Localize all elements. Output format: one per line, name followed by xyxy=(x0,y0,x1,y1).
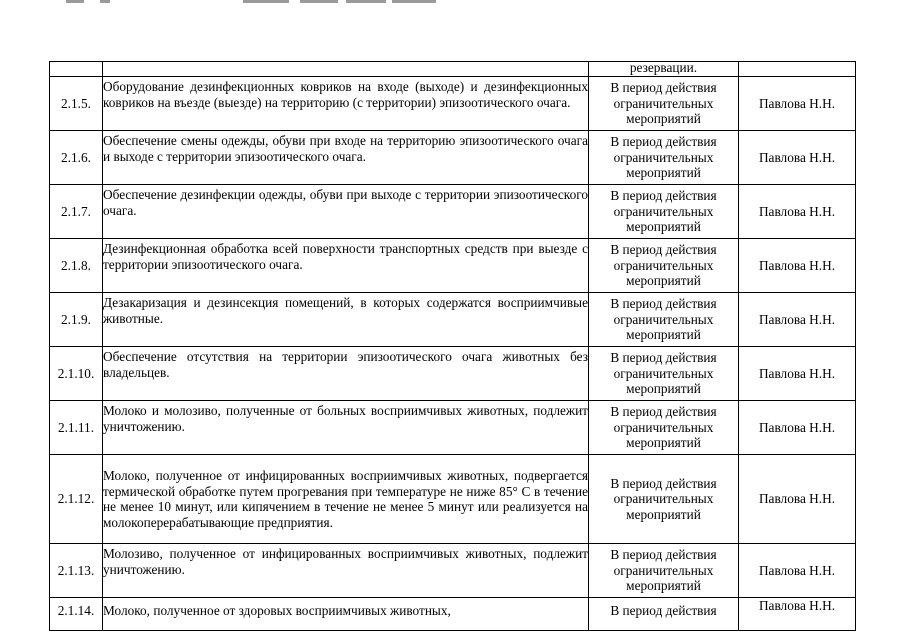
period-line: В период действия xyxy=(610,547,717,563)
period-line: ограничительных xyxy=(613,491,714,507)
row-number xyxy=(50,62,103,77)
row-description: Обеспечение дезинфекции одежды, обуви при выходе с территории эпизоотического очага. xyxy=(103,185,589,239)
row-responsible: Павлова Н.Н. xyxy=(739,401,856,455)
header-remnant xyxy=(243,0,289,3)
row-responsible xyxy=(739,62,856,77)
row-description: Обеспечение смены одежды, обуви при входе на территорию эпизоотического очага и выходе с территории эпизоотического очага. xyxy=(103,131,589,185)
period-line: мероприятий xyxy=(626,506,701,522)
table-row xyxy=(50,598,856,631)
period-line: В период действия xyxy=(610,134,717,150)
period-line: ограничительных xyxy=(613,419,714,435)
row-description: Молоко, полученное от инфицированных восприимчивых животных, подвергается термической обработке путем прогревания при температуре не ниже 85° С в течение не менее 10 минут, или кипячением в течение не менее 5 минут или реализуется на молокоперерабатывающие предприятия. xyxy=(103,455,589,544)
row-responsible: Павлова Н.Н. xyxy=(739,185,856,239)
row-responsible: Павлова Н.Н. xyxy=(739,239,856,293)
table-row xyxy=(50,239,856,293)
row-description: Дезакаризация и дезинсекция помещений, в которых содержатся восприимчивые животные. xyxy=(103,293,589,347)
period-line: ограничительных xyxy=(613,203,714,219)
period-line: ограничительных xyxy=(613,149,714,165)
row-period xyxy=(589,347,739,401)
period-line: мероприятий xyxy=(626,381,701,397)
period-line: мероприятий xyxy=(626,165,701,181)
period-line: В период действия xyxy=(610,296,717,312)
row-description xyxy=(103,62,589,77)
period-line: мероприятий xyxy=(626,578,701,594)
table-row xyxy=(50,347,856,401)
period-line: ограничительных xyxy=(613,95,714,111)
header-remnant xyxy=(392,0,436,3)
header-remnant xyxy=(300,0,338,3)
period-line: В период действия xyxy=(610,242,717,258)
row-description: Дезинфекционная обработка всей поверхности транспортных средств при выезде с территории эпизоотического очага. xyxy=(103,239,589,293)
row-number: 2.1.8. xyxy=(50,239,103,293)
row-period xyxy=(589,77,739,131)
row-period xyxy=(589,239,739,293)
header-remnant xyxy=(100,0,110,3)
period-line: В период действия xyxy=(610,188,717,204)
row-period xyxy=(589,401,739,455)
period-line: ограничительных xyxy=(613,562,714,578)
period-line: В период действия xyxy=(610,350,717,366)
period-line: мероприятий xyxy=(626,435,701,451)
period-line: В период действия xyxy=(610,603,717,618)
row-responsible: Павлова Н.Н. xyxy=(739,77,856,131)
row-period xyxy=(589,185,739,239)
period-line: В период действия xyxy=(610,475,717,491)
row-period xyxy=(589,131,739,185)
row-number: 2.1.10. xyxy=(50,347,103,401)
period-line: ограничительных xyxy=(613,311,714,327)
period-line: В период действия xyxy=(610,80,717,96)
row-number: 2.1.9. xyxy=(50,293,103,347)
table-row xyxy=(50,544,856,598)
row-number: 2.1.13. xyxy=(50,544,103,598)
row-number: 2.1.11. xyxy=(50,401,103,455)
row-period xyxy=(589,544,739,598)
row-responsible: Павлова Н.Н. xyxy=(739,598,856,631)
row-responsible: Павлова Н.Н. xyxy=(739,293,856,347)
period-line: мероприятий xyxy=(626,327,701,343)
header-remnant xyxy=(346,0,386,3)
period-line: В период действия xyxy=(610,404,717,420)
period-line: ограничительных xyxy=(613,257,714,273)
table-row xyxy=(50,185,856,239)
row-description: Оборудование дезинфекционных ковриков на входе (выходе) и дезинфекционных ковриков на въезде (выезде) на территорию (с территории) эпизоотического очага. xyxy=(103,77,589,131)
row-period xyxy=(589,293,739,347)
row-description: Молоко и молозиво, полученные от больных восприимчивых животных, подлежит уничтожению. xyxy=(103,401,589,455)
row-responsible: Павлова Н.Н. xyxy=(739,455,856,544)
row-responsible: Павлова Н.Н. xyxy=(739,131,856,185)
row-responsible: Павлова Н.Н. xyxy=(739,544,856,598)
row-description: Обеспечение отсутствия на территории эпизоотического очага животных без владельцев. xyxy=(103,347,589,401)
row-description: Молоко, полученное от здоровых восприимчивых животных, xyxy=(103,598,589,631)
period-line: мероприятий xyxy=(626,219,701,235)
row-period xyxy=(589,455,739,544)
table-row xyxy=(50,77,856,131)
row-responsible: Павлова Н.Н. xyxy=(739,347,856,401)
row-number: 2.1.14. xyxy=(50,598,103,631)
table-row xyxy=(50,293,856,347)
row-period: резервации. xyxy=(589,62,739,77)
period-line: мероприятий xyxy=(626,273,701,289)
table-row xyxy=(50,455,856,544)
row-description: Молозиво, полученное от инфицированных восприимчивых животных, подлежит уничтожению. xyxy=(103,544,589,598)
header-remnant xyxy=(66,0,84,3)
row-number: 2.1.5. xyxy=(50,77,103,131)
row-number: 2.1.12. xyxy=(50,455,103,544)
row-number: 2.1.6. xyxy=(50,131,103,185)
period-line: мероприятий xyxy=(626,111,701,127)
measures-table xyxy=(49,61,856,631)
table-row xyxy=(50,131,856,185)
row-number: 2.1.7. xyxy=(50,185,103,239)
continued-row xyxy=(50,62,856,77)
period-line: ограничительных xyxy=(613,365,714,381)
row-period xyxy=(589,598,739,631)
table-row xyxy=(50,401,856,455)
